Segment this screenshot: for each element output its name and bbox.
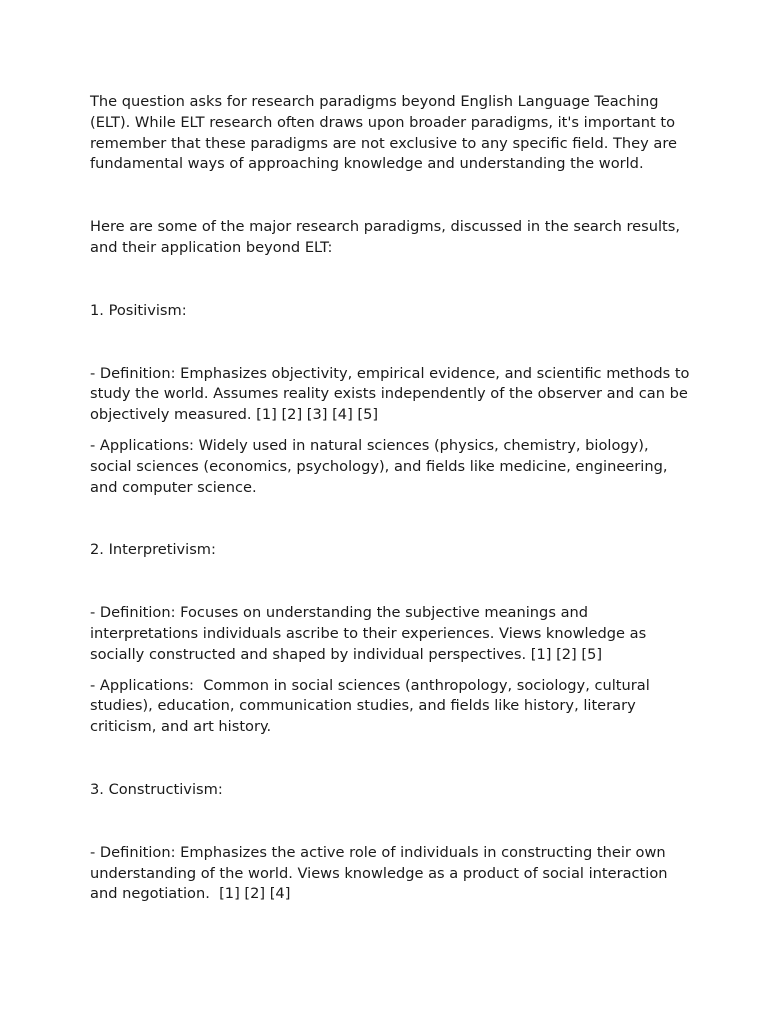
section-heading: 3. Constructivism:: [90, 780, 223, 798]
section-definition: - Definition: Focuses on understanding the subjective meanings and interpretations individuals ascribe to their experiences. Views knowledge as socially constructed and shaped by individual perspectives. [1] [2] [5]: [90, 604, 651, 663]
section-interpretivism: [90, 540, 690, 738]
section-definition: - Definition: Emphasizes the active role of individuals in constructing their own understanding of the world. Views knowledge as a product of social interaction and negotiation. [1] [2] [4]: [90, 843, 673, 903]
intro-paragraph: The question asks for research paradigms beyond English Language Teaching (ELT). While ELT research often draws upon broader paradigms, it's important to remember that these paradigms are not exclusive to any specific field. They are fundamental ways of approaching knowledge and understanding the world.: [90, 93, 682, 173]
section-constructivism: [90, 780, 690, 905]
section-positivism: [90, 301, 695, 499]
section-heading: 2. Interpretivism:: [90, 541, 216, 559]
section-applications: - Applications: Widely used in natural sciences (physics, chemistry, biology), social sciences (economics, psychology), and fields like medicine, engineering, and computer science.: [90, 436, 673, 496]
lead-paragraph: Here are some of the major research paradigms, discussed in the search results, and their application beyond ELT:: [90, 218, 685, 256]
section-applications: - Applications: Common in social sciences (anthropology, sociology, cultural studies), education, communication studies, and fields like history, literary criticism, and art history.: [90, 676, 655, 736]
section-heading: 1. Positivism:: [90, 301, 187, 319]
section-definition: - Definition: Emphasizes objectivity, empirical evidence, and scientific methods to study the world. Assumes reality exists independently of the observer and can be objectively measured. [1] [2] [3] [4] [5]: [90, 364, 695, 424]
document-page: [90, 92, 695, 915]
